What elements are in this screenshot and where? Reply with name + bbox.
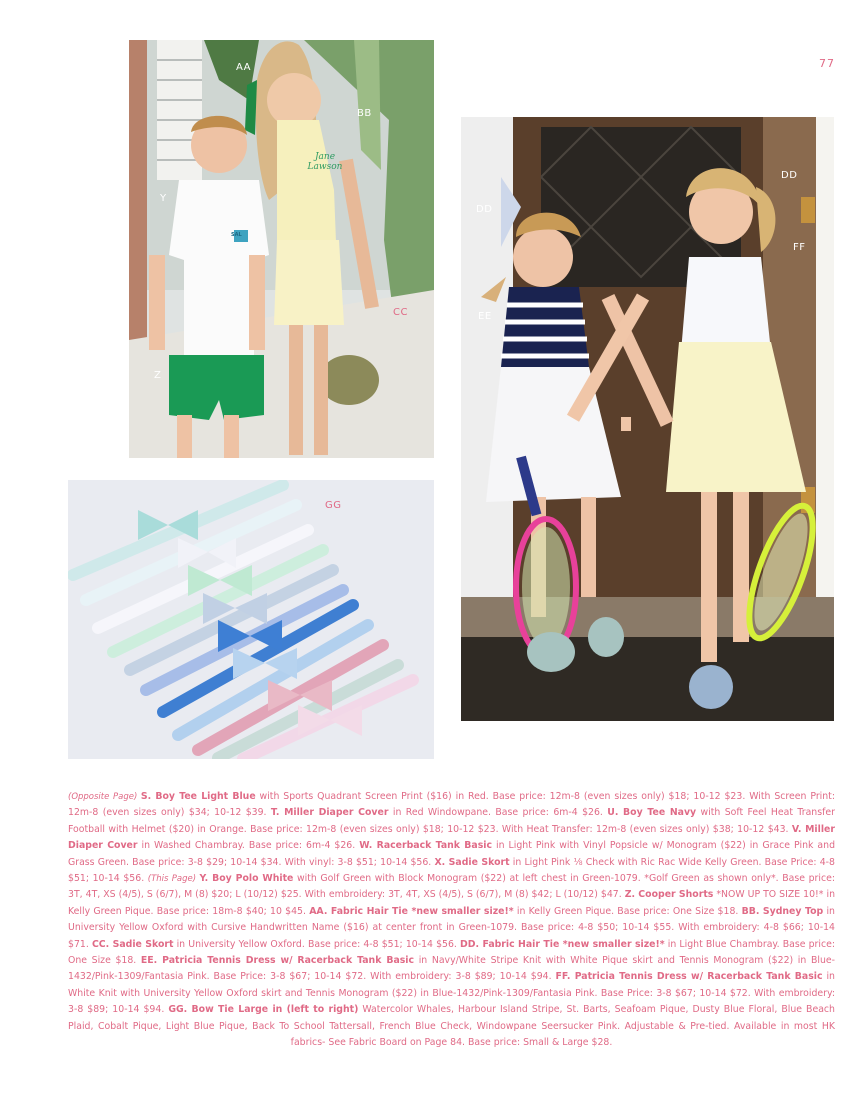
- product-details: in Kelly Green Pique. Base price: One Size $18.: [513, 905, 742, 917]
- product-name: GG. Bow Tie Large in (left to right): [168, 1004, 359, 1016]
- product-details: in Red Windowpane. Base price: 6m-4 $26.: [388, 807, 608, 819]
- label-ff: FF: [793, 242, 806, 253]
- product-name: X. Sadie Skort: [434, 856, 510, 868]
- label-dd-left: DD: [476, 204, 493, 215]
- photo-girls-tennis-image: [461, 117, 834, 721]
- product-details: with Soft Feel Heat Transfer Football with Helmet ($20) in Orange. Base price: 12m-8 (even sizes only) $18; 10-12 $23. With Heat Transfer: 12m-8 (even sizes only) $38; 10-12 $43.: [68, 807, 835, 835]
- product-name: FF. Patricia Tennis Dress w/ Racerback Tank Basic: [555, 971, 823, 983]
- product-name: V. Miller Diaper Cover: [68, 823, 835, 852]
- product-details: in University Yellow Oxford with Cursive Handwritten Name ($16) at center front in Green-1079. Base price: 4-8 $50; 10-14 $55. With embroidery: 4-8 $66; 10-14 $71.: [68, 905, 835, 950]
- photo-girls-tennis: [461, 117, 834, 721]
- product-details: in Light Pink ⅛ Check with Ric Rac Wide Kelly Green. Base Price: 4-8 $51; 10-14 $56.: [68, 856, 835, 885]
- label-dd-right: DD: [781, 170, 798, 181]
- product-details: in Light Pink with Vinyl Popsicle w/ Monogram ($22) in Grace Pink and Grass Green. Base price: 3-8 $29; 10-14 $34. With vinyl: 3-8 $51; 10-14 $56.: [68, 840, 835, 868]
- product-details: Watercolor Whales, Harbour Island Stripe, St. Barts, Seafoam Pique, Dusty Blue Floral, Blue Beach Plaid, Cobalt Pique, Light Blue Pique, Back To School Tattersall, French Blue Check, Windowpane Seersucker Pink. Adjustable & Pre-tied. Available in most HK fabrics- See Fabric Board on Page 84. Base price: Small & Large $28.: [68, 1004, 835, 1049]
- product-name: T. Miller Diaper Cover: [270, 807, 389, 819]
- product-name: U. Boy Tee Navy: [607, 807, 697, 819]
- product-details: in Washed Chambray. Base price: 6m-4 $26.: [137, 840, 360, 852]
- product-details: in White Knit with University Yellow Oxford skirt and Tennis Monogram ($22) in Blue-1432/Pink-1309/Fantasia Pink. Base Price: 3-8 $67; 10-14 $72. With embroidery: 3-8 $89; 10-14 $94.: [68, 971, 835, 1016]
- photo-boy-and-girl-image: [129, 40, 434, 458]
- product-name: W. Racerback Tank Basic: [359, 840, 493, 852]
- product-name: S. Boy Tee Light Blue: [140, 791, 256, 802]
- product-details: in Navy/White Stripe Knit with White Pique skirt and Tennis Monogram ($22) in Blue-1432/Pink-1309/Fantasia Pink. Base Price: 3-8 $67; 10-14 $72. With embroidery: 3-8 $89; 10-14 $94.: [68, 955, 835, 983]
- product-description-caption: [68, 789, 835, 1052]
- photo-boy-and-girl: [129, 40, 434, 458]
- product-name: BB. Sydney Top: [741, 905, 824, 917]
- product-details: *NOW UP TO SIZE 10!* in Kelly Green Pique. Base price: 18m-8 $40; 10 $45.: [68, 889, 835, 917]
- label-aa: AA: [236, 62, 251, 73]
- page-reference: (This Page): [147, 874, 200, 885]
- product-details: in University Yellow Oxford. Base price: 4-8 $51; 10-14 $56.: [173, 938, 461, 950]
- label-z: Z: [154, 370, 162, 381]
- product-name: AA. Fabric Hair Tie *new smaller size!*: [309, 905, 514, 917]
- page-reference: (Opposite Page): [68, 792, 141, 802]
- label-cc: CC: [393, 307, 408, 318]
- product-details: with Sports Quadrant Screen Print ($16) in Red. Base price: 12m-8 (even sizes only) $18; 10-12 $23. With Screen Print: 12m-8 (even sizes only) $34; 10-12 $39.: [68, 791, 835, 819]
- product-name: Z. Cooper Shorts: [624, 889, 714, 901]
- photo-bow-ties: [68, 480, 434, 759]
- page-number: 77: [819, 57, 835, 70]
- label-ee: EE: [478, 311, 492, 322]
- product-name: DD. Fabric Hair Tie *new smaller size!*: [460, 938, 665, 950]
- product-name: EE. Patricia Tennis Dress w/ Racerback Tank Basic: [140, 955, 415, 967]
- label-y: Y: [160, 193, 167, 204]
- product-details: in Light Blue Chambray. Base price: One Size $18.: [68, 938, 835, 967]
- product-details: with Golf Green with Block Monogram ($22) at left chest in Green-1079. *Golf Green as shown only*. Base price: 3T, 4T, XS (4/5), S (6/7), M (8) $20; L (10/12) $25. With embroidery: 3T, 4T, XS (4/5), S (6/7), M (8) $42; L (10/12) $47.: [68, 873, 835, 901]
- label-bb: BB: [357, 108, 372, 119]
- photo-bow-ties-image: [68, 480, 434, 759]
- embroidered-name: Jane Lawson: [307, 152, 343, 172]
- product-name: Y. Boy Polo White: [199, 873, 294, 885]
- product-name: CC. Sadie Skort: [91, 938, 174, 950]
- polo-monogram: SAL: [231, 232, 242, 238]
- label-gg: GG: [325, 500, 342, 511]
